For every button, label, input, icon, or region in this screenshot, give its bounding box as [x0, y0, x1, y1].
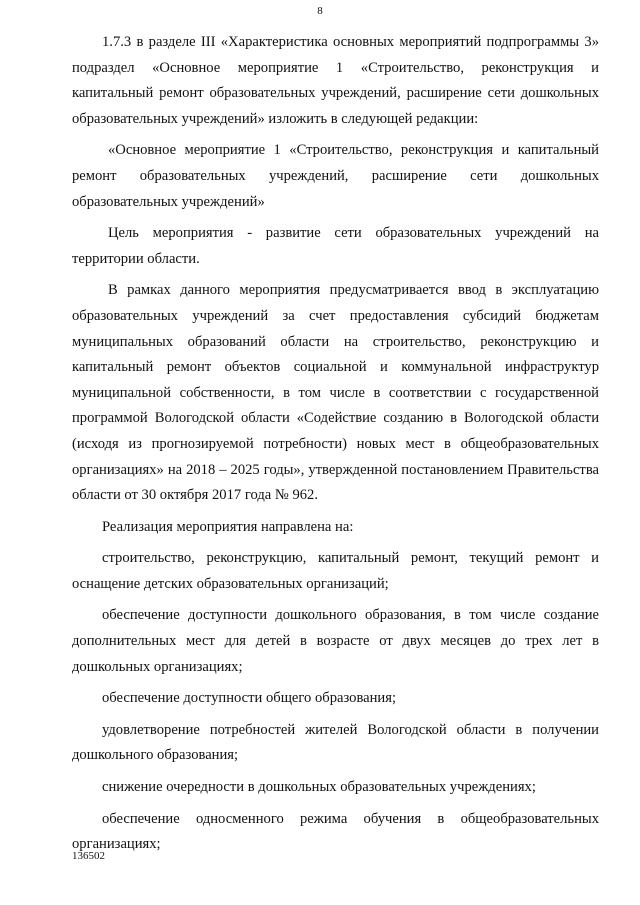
document-code: 136502: [72, 850, 105, 862]
list-item-construction: строительство, реконструкцию, капитальный ремонт, текущий ремонт и оснащение детских образовательных организаций;: [72, 550, 599, 592]
list-item-queue-reduction: снижение очередности в дошкольных образовательных учреждениях;: [102, 779, 536, 796]
document-body: [72, 30, 599, 858]
paragraph-measure-description: В рамках данного мероприятия предусматривается ввод в эксплуатацию образовательных учреждений за счет предоставления субсидий бюджетам муниципальных образований области на строительство, реконструкцию и капитальный ремонт объектов социальной и коммунальной инфраструктур муниципальной собственности, в том числе в соответствии с государственной программой Вологодской области «Содействие созданию в Вологодской области (исходя из прогнозируемой потребности) новых мест в общеобразовательных организациях» на 2018 – 2025 годы», утвержденной постановлением Правительства области от 30 октября 2017 года № 962.: [72, 282, 599, 504]
list-item-preschool-access: обеспечение доступности дошкольного образования, в том числе создание дополнительных мест для детей в возрасте от двух месяцев до трех лет в дошкольных организациях;: [72, 607, 599, 675]
list-item-resident-needs: удовлетворение потребностей жителей Вологодской области в получении дошкольного образования;: [72, 721, 599, 764]
paragraph-measure-goal: Цель мероприятия - развитие сети образовательных учреждений на территории области.: [72, 225, 599, 267]
paragraph-amendment-intro: 1.7.3 в разделе III «Характеристика основных мероприятий подпрограммы 3» подраздел «Основное мероприятие 1 «Строительство, реконструкция и капитальный ремонт образовательных учреждений, расширение сети дошкольных образовательных учреждений» изложить в следующей редакции:: [72, 34, 599, 127]
paragraph-measure-title: «Основное мероприятие 1 «Строительство, реконструкция и капитальный ремонт образовательных учреждений, расширение сети дошкольных образовательных учреждений»: [72, 142, 599, 210]
page-number: 8: [317, 5, 323, 17]
paragraph-implementation-heading: Реализация мероприятия направлена на:: [102, 518, 354, 535]
list-item-general-education-access: обеспечение доступности общего образования;: [102, 690, 397, 707]
list-item-single-shift: обеспечение односменного режима обучения в общеобразовательных организациях;: [72, 810, 599, 853]
